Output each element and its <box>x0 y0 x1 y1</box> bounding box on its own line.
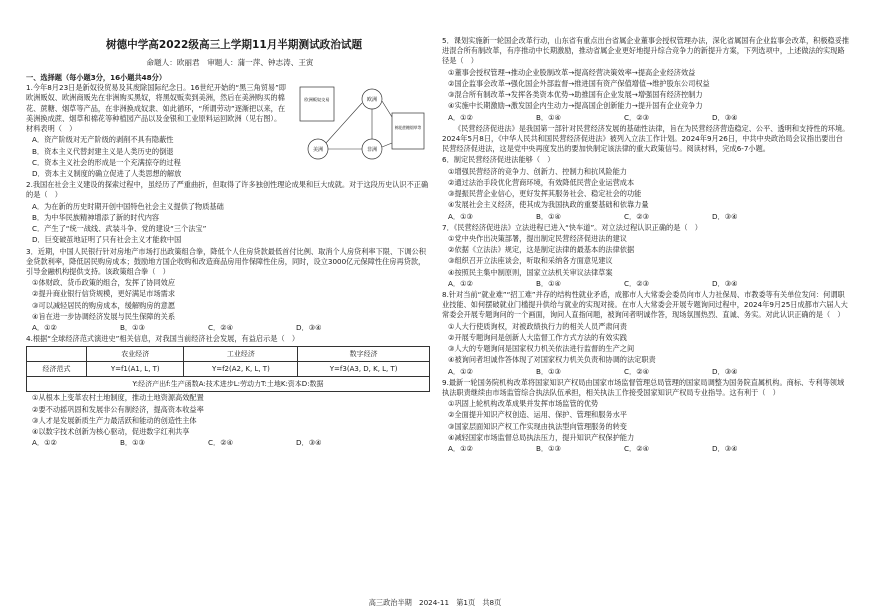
question-stem: 3．近期，中国人民银行针对房地产市场打出政策组合拳，降低个人住房贷款最低首付比例、取消个人房贷利率下限、下调公积金贷款利率，降低居民购房成本；鼓励地方国企收购和改造商品房用作保障性住房，同时，设立3000亿元保障性住房再贷款，引导金融机构提供支持。该政策组合拳（ ） <box>26 246 426 276</box>
table-cell: Y=f3(A3, D, K, L, T) <box>298 362 430 377</box>
answer-c: C．②③ <box>624 211 650 221</box>
question-9 <box>442 378 850 455</box>
economy-paradigm-table <box>26 346 430 392</box>
answer-a: A．①② <box>448 112 473 122</box>
reading-passage: 《民营经济促进法》是我国第一部针对民营经济发展的基础性法律，旨在为民营经济营造稳定、公平、透明和支持性的环境。2024年5月8日，《中华人民共和国民营经济促进法》被列入立法工作计划。2024年9月26日，中共中央政治局会议指出要出台民营经济促进法，这是党中央再度发出的要加快制定该法律的重大政策信号。阅读材料，完成6-7小题。 <box>442 123 850 154</box>
answer-b: B．①③ <box>120 438 146 448</box>
diagram-label-top: 欧洲 <box>366 97 378 104</box>
option: ③提振民营企业信心，更好发挥其服务社会、稳定社会的功能 <box>448 189 642 199</box>
option: ②提升商业银行信贷规模，更好满足市场需求 <box>32 289 176 299</box>
option: ①人大行使质询权，对被政绩执行力的相关人员严肃问责 <box>448 321 627 331</box>
option: ④实施中长期激励→激发国企内生动力→提高国企创新能力→提升国有企业竞争力 <box>448 101 703 111</box>
slave-trade-diagram <box>296 83 428 175</box>
option: ④减轻国家市场监督总局执法压力，提升知识产权保护能力 <box>448 432 635 442</box>
option: ②开展专题询问是创新人大监督工作方式方法的有效实践 <box>448 332 627 342</box>
question-8 <box>442 290 850 377</box>
table-cell: Y=f1(A1, L, T) <box>87 362 184 377</box>
table-row-label: 经济范式 <box>27 362 87 377</box>
option: ③可以减轻居民的购房成本，缓解购房的意愿 <box>32 300 176 310</box>
question-stem: 6．制定民营经济促进法能够（ ） <box>442 155 555 165</box>
option: ②通过法治手段优化营商环境，有效降低民营企业运营成本 <box>448 177 635 187</box>
question-stem: 1.今年8月23日是新奴役贸易及其废除国际纪念日。16世纪开始的“黑三角贸易”即欧洲贩奴、欧洲商贩先在非洲购买黑奴，将黑奴贩卖到美洲，然后在美洲购买的棉花、蔗糖、烟草等产品，在非洲换成奴隶、如此循环，“所谓劳动”逐渐把以来，在美洲换成蔗、烟草和棉花等种植园产品以及金银和工业原料运回欧洲（见右图）。材料表明（ ） <box>26 83 286 134</box>
answer-d: D．③④ <box>296 438 322 448</box>
answer-row <box>442 444 850 454</box>
answer-b: B．①③ <box>536 366 562 376</box>
question-stem: 7．《民营经济促进法》立法进程已进入“快车道”。对立法过程认识正确的是（ ） <box>442 222 702 232</box>
table-footnote: Y:经济产出f:生产函数A:技术进步L:劳动力T:土地K:资本D:数据 <box>27 377 430 392</box>
answer-d: D．③④ <box>712 211 738 221</box>
table-header: 数字经济 <box>298 347 430 362</box>
answer-d: D．③④ <box>712 278 738 288</box>
answer-b: B．①④ <box>536 112 562 122</box>
diagram-label-side: 棉花蔗糖烟草等 <box>394 125 422 131</box>
option: B．为中华民族精神增添了新的时代内容 <box>32 212 160 222</box>
answer-d: D．③④ <box>712 112 738 122</box>
page-footer: 高三政治半期 2024-11 第1页 共8页 <box>368 598 502 607</box>
answer-a: A．①② <box>32 323 57 333</box>
answer-c: C．②④ <box>624 444 650 454</box>
table-cell: Y=f2(A2, K, L, T) <box>184 362 298 377</box>
answer-c: C．②④ <box>208 323 234 333</box>
answer-b: B．①④ <box>536 278 562 288</box>
exam-authors: 命题人：欧丽君 审题人：蒲一萍、钟志涛、王寅 <box>146 58 314 67</box>
option: ②国企监事会改革→强化国企外部监督→推进国有资产保值增值→维护股东公司权益 <box>448 78 710 88</box>
option: ①体财政、货币政策的组合，发挥了协同效应 <box>32 278 176 288</box>
option: ③国家层面知识产权工作实现由执法型向管理服务的转变 <box>448 421 627 431</box>
answer-d: D．③④ <box>296 323 322 333</box>
option: ①董事会授权管理→推动企业股制改革→提高经营决策效率→提高企业经济效益 <box>448 67 696 77</box>
answer-row <box>442 113 850 123</box>
answer-c: C．②④ <box>624 366 650 376</box>
exam-title: 树德中学高2022级高三上学期11月半期测试政治试题 <box>105 39 363 51</box>
table-header: 工业经济 <box>184 347 298 362</box>
answer-d: D．③④ <box>712 444 738 454</box>
question-stem: 8.针对当前“就业难”“招工难”并存的结构性就业矛盾，成都市人大常委会委员向市人力社保局、市教委等有关单位发问：何谓职业技能、如何摆破就业门槛提升供给与就业的实现对接。在市人大常委会开展专题询问过程中，2024年9月25日成都市六届人大常委会开展专题询问的一个画面，询问人直指问题，被询问者明诚作答，现场氛围热烈、直诚、务实。对此认识正确的是（ ） <box>442 290 848 320</box>
option: C．资本主义社会的形成是一个充满掠夺的过程 <box>32 157 181 167</box>
option: ③混合所有制改革→发挥各类资本优势→助推国有企业发展→增强国有经济控制力 <box>448 90 703 100</box>
right-column <box>442 36 850 455</box>
option: ④按照民主集中制原则，国家立法机关审议法律草案 <box>448 267 613 277</box>
diagram-label-mid: 欧洲贩奴交易 <box>304 97 330 103</box>
question-stem: 9.最新一轮国务院机构改革将国家知识产权局由国家市场监督管理总局管理的国家局调整为国务院直属机构。商标、专利等领域执法职责继续由市场监管综合执法队伍承担，相关执法工作接受国家知识产权局专业指导。这有利于（ ） <box>442 377 845 397</box>
answer-a: A．①② <box>448 278 473 288</box>
option: C．产生了“统一战线、武装斗争、党的建设“三个法宝” <box>32 224 207 234</box>
diagram-label-left: 美洲 <box>312 147 324 154</box>
option: ②要不动摇巩固和发展非公有制经济，提高资本收益率 <box>32 404 204 414</box>
option: ③人才是发展新质生产力最活跃和能动的创造性主体 <box>32 415 197 425</box>
question-stem: 4.根据“全球经济范式演进史”相关信息，对我国当前经济社会发展，有益启示是（ ） <box>26 334 300 344</box>
option: ①巩固上轮机构改革成果并发挥市场监管的优势 <box>448 399 599 409</box>
diagram-box-left <box>300 87 334 121</box>
option: B．资本主义代替封建主义是人类历史的倒退 <box>32 146 174 156</box>
diagram-box-right <box>392 113 424 149</box>
option: ④旨在进一步协调经济发展与民生保障的关系 <box>32 311 176 321</box>
answer-c: C．②④ <box>208 438 234 448</box>
section-heading: 一、选择题（每小题3分，16小题共48分） <box>26 73 167 82</box>
answer-a: A．①② <box>32 438 57 448</box>
option: ②依据《立法法》规定，这是制定法律的最基本的法律依据 <box>448 245 635 255</box>
answer-row <box>26 323 430 333</box>
option: ③组织召开立法座谈会，听取和采纳各方面意见建议 <box>448 256 613 266</box>
answer-b: B．①③ <box>120 323 146 333</box>
answer-c: C．②③ <box>624 278 650 288</box>
table-header <box>27 347 87 362</box>
option: ④被询问者坦诚作答体现了对国家权力机关负责和协调的法定职责 <box>448 355 656 365</box>
question-stem: 2.我国在社会主义建设的探索过程中，虽经历了严重曲折，但取得了许多独创性理论成果和巨大成就。对于这段历史认识不正确的是（ ） <box>26 180 429 200</box>
question-2 <box>26 180 430 245</box>
option: ①从根本上变革农村土地制度，推动土地资源高效配置 <box>32 393 204 403</box>
question-5 <box>442 36 850 123</box>
question-3 <box>26 247 430 334</box>
answer-d: D．③④ <box>712 366 738 376</box>
left-column <box>26 73 430 450</box>
diagram-label-bottom: 非洲 <box>366 147 378 154</box>
option: ④发展社会主义经济，使其成为我国执政的重要基础和依靠力量 <box>448 200 649 210</box>
option: ③人大的专题询问是国家权力机关依法进行监督的生产之间 <box>448 344 635 354</box>
option: A．资产阶级对无产阶级的剥削不具有隐蔽性 <box>32 135 174 145</box>
question-stem: 5．课划实施新一轮国企改革行动，山东省有重点出台省属企业董事会授权管理办法，深化省属国有企业监事会改革，积极稳妥推进混合所有制改革，有序推动中长期激励，推动省属企业更好地提升综合竞争力的新提升方案，下列选项中，上述做法的实现路径是（ ） <box>442 36 850 66</box>
option: D．资本主义制度的确立促进了人类思想的解放 <box>32 168 182 178</box>
option: ④以数字技术创新为核心驱动，促进数字红利共享 <box>32 427 190 437</box>
answer-c: C．②③ <box>624 112 650 122</box>
option: ①党中央作出决策部署，提出制定民营经济促进法的建议 <box>448 233 627 243</box>
question-1 <box>26 83 430 179</box>
answer-a: A．①② <box>448 366 473 376</box>
answer-row <box>442 279 850 289</box>
answer-a: A．①② <box>448 444 473 454</box>
option: D．巨变破茧地证明了只有社会主义才能救中国 <box>32 235 182 245</box>
answer-row <box>26 438 430 448</box>
answer-b: B．①③ <box>536 444 562 454</box>
option: A．为在新的历史时期开创中国特色社会主义提供了物质基础 <box>32 201 224 211</box>
question-7 <box>442 223 850 289</box>
question-6 <box>442 155 850 221</box>
option: ①增强民营经济的竞争力、创新力、控制力和抗风险能力 <box>448 166 627 176</box>
answer-row <box>442 367 850 377</box>
answer-b: B．①④ <box>536 211 562 221</box>
question-4 <box>26 334 430 448</box>
answer-row <box>442 212 850 222</box>
option: ②全面提升知识产权创造、运用、保护、管理和服务水平 <box>448 410 627 420</box>
table-header: 农业经济 <box>87 347 184 362</box>
answer-a: A．①③ <box>448 211 473 221</box>
